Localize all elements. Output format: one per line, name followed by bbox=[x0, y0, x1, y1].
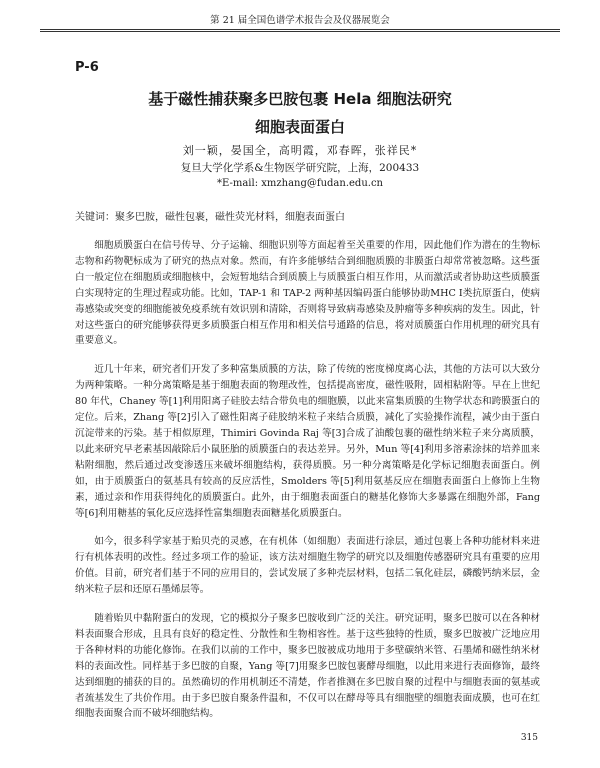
paragraph-4: 随着贻贝中黏附蛋白的发现，它的模拟分子聚多巴胺收到广泛的关注。研究证明，聚多巴胺可以在各种材料表面聚合形成，且具有良好的稳定性、分散性和生物相容性。基于这些独特的性质，聚多巴胺被广泛地应用于各种材料的功能化修饰。在我们以前的工作中，聚多巴胺被成功地用于多壁碳纳米管、石墨烯和磁性纳米材料的表面改性。同样基于多巴胺的自聚，Yang 等[7]用聚多巴胺包裹酵母细胞，以此用来进行表面修饰，最终达到细胞的捕获的目的。虽然确切的作用机制还不清楚，作者推测在多巴胺自聚的过程中与细胞表面的氨基或者巯基发生了共价作用。由于多巴胺自聚条件温和，不仅可以在酵母等具有细胞壁的细胞表面成膜，也可在红细胞表面聚合而不破坏细胞结构。 bbox=[75, 613, 540, 720]
paper-id: P-6 bbox=[75, 60, 99, 75]
body-text bbox=[75, 238, 540, 735]
running-header: 第 21 届全国色谱学术报告会及仪器展览会 bbox=[40, 12, 560, 30]
paper-title-line-2: 细胞表面蛋白 bbox=[254, 118, 345, 136]
keywords: 关键词：聚多巴胺，磁性包裹，磁性荧光材料，细胞表面蛋白 bbox=[75, 212, 345, 223]
author-list: 刘一颖，晏国全，高明霞，邓春晖，张祥民* bbox=[182, 144, 418, 157]
contact-email: *E-mail: xmzhang@fudan.edu.cn bbox=[217, 178, 383, 189]
paragraph-3: 如今，很多科学家基于贻贝壳的灵感，在有机体（如细胞）表面进行涂层，通过包裹上各种功能材料来进行有机体表明的改性。经过多项工作的验证，该方法对细胞生物学的研究以及细胞传感器研究具有重要的应用价值。目前，研究者们基于不同的应用目的，尝试发展了多种壳层材料，包括二氧化硅层，磷酸钙纳米层，金纳米粒子层和还原石墨烯层等。 bbox=[75, 536, 540, 596]
page-number: 315 bbox=[520, 733, 538, 743]
paragraph-2: 近几十年来，研究者们开发了多种富集质膜的方法，除了传统的密度梯度离心法，其他的方法可以大致分为两种策略。一种分离策略是基于细胞表面的物理改性，包括提高密度，磁性吸附，固相粘附等。早在上世纪 80 年代，Chaney 等[1]利用阳离子硅胶去结合带负电的细胞膜，以此来富集质膜的生物学状态和跨膜蛋白的定位。后来，Zhang 等[2]引入了磁性阳离子硅胶纳米粒子来结合质膜，减化了实验操作流程，减少由于蛋白沉淀带来的污染。基于相似原理，Thimiri Govinda Raj 等[3]合成了油酸包裹的磁性纳米粒子来分离质膜，以此来研究早老素基因敲除后小鼠胚胎的质膜蛋白的表达差异。另外，Mun 等[4]利用多溶素涂抹的培养皿来粘附细胞，然后通过改变渗透压来破坏细胞结构，获得质膜。另一种分离策略是化学标记细胞表面蛋白。例如，由于质膜蛋白的氨基具有较高的反应活性，Smolders 等[5]利用氨基反应在细胞表面蛋白上修饰上生物素，通过亲和作用获得纯化的质膜蛋白。此外，由于细胞表面蛋白的糖基化修饰大多暴露在细胞外部，Fang 等[6]利用糖基的氧化反应选择性富集细胞表面糖基化质膜蛋白。 bbox=[75, 364, 540, 519]
paper-title-line-1: 基于磁性捕获聚多巴胺包裹 Hela 细胞法研究 bbox=[148, 90, 452, 108]
affiliation: 复旦大学化学系&生物医学研究院，上海，200433 bbox=[180, 162, 420, 174]
paragraph-1: 细胞质膜蛋白在信号传导、分子运输、细胞识别等方面起着至关重要的作用，因此他们作为潜在的生物标志物和药物靶标成为了研究的热点对象。然而，有许多能够结合到细胞质膜的非膜蛋白却常常被忽略。这些蛋白一般定位在细胞质或细胞核中，会短暂地结合到质膜上与质膜蛋白相互作用，从而激活或者协助这些质膜蛋白实现特定的生理过程或功能。比如，TAP-1 和 TAP-2 两种基因编码蛋白能够协助MHC Ⅰ类抗原蛋白，使病毒感染或突变的细胞能被免疫系统有效识别和清除，否则将导致病毒感染及肿瘤等多种疾病的发生。因此，针对这些蛋白的研究能够获得更多质膜蛋白相互作用和相关信号通路的信息，将对质膜蛋白作用机理的研究具有重要意义。 bbox=[75, 240, 540, 347]
